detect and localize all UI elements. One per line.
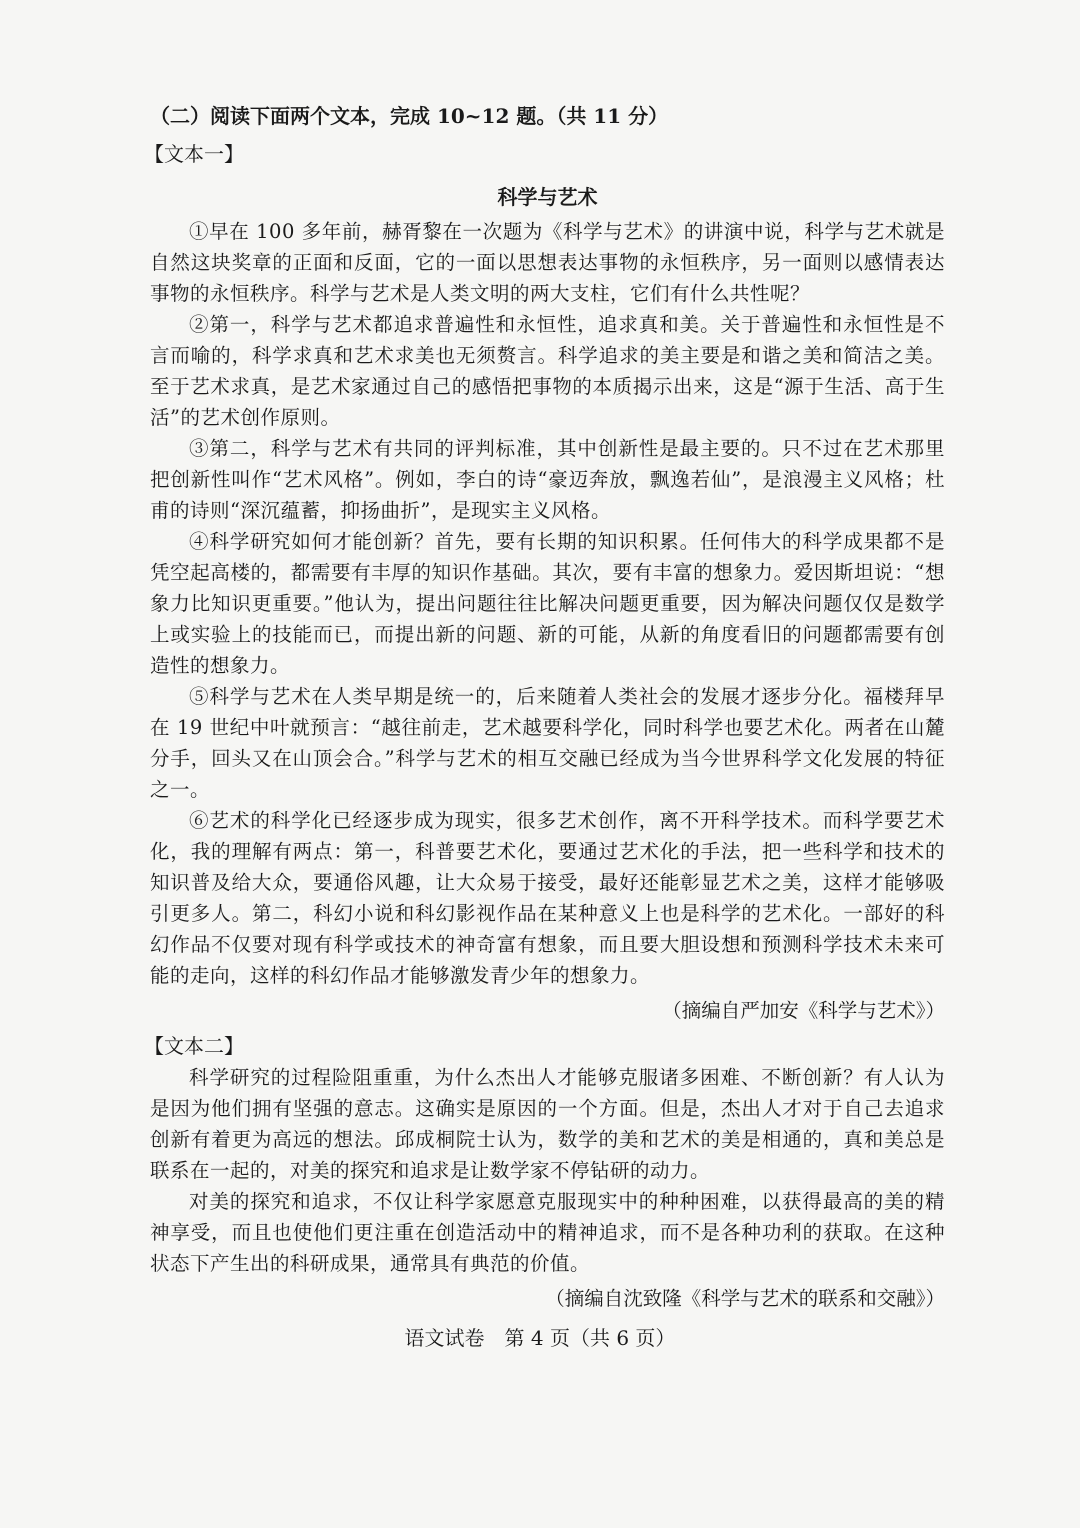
text2-paragraph-2: 对美的探究和追求，不仅让科学家愿意克服现实中的种种困难，以获得最高的美的精神享受，而且也使他们更注重在创造活动中的精神追求，而不是各种功利的获取。在这种状态下产生出的科研成果，通常具有典范的价值。: [150, 1190, 945, 1275]
page-footer: 语文试卷 第 4 页（共 6 页）: [404, 1326, 676, 1350]
text2-source: （摘编自沈致隆《科学与艺术的联系和交融》）: [545, 1287, 945, 1310]
text1-source: （摘编自严加安《科学与艺术》）: [662, 999, 945, 1022]
text1-paragraph-5: ⑤科学与艺术在人类早期是统一的，后来随着人类社会的发展才逐步分化。福楼拜早在 19 世纪中叶就预言：“越往前走，艺术越要科学化，同时科学也要艺术化。两者在山麓分手，回头又在山顶会合。”科学与艺术的相互交融已经成为当今世界科学文化发展的特征之一。: [150, 685, 945, 801]
text2-paragraph-1: 科学研究的过程险阻重重，为什么杰出人才能够克服诸多困难、不断创新？有人认为是因为他们拥有坚强的意志。这确实是原因的一个方面。但是，杰出人才对于自己去追求创新有着更为高远的想法。邱成桐院士认为，数学的美和艺术的美是相通的，真和美总是联系在一起的，对美的探究和追求是让数学家不停钻研的动力。: [150, 1066, 945, 1182]
text1-paragraph-6: ⑥艺术的科学化已经逐步成为现实，很多艺术创作，离不开科学技术。而科学要艺术化，我的理解有两点：第一，科普要艺术化，要通过艺术化的手法，把一些科学和技术的知识普及给大众，要通俗风趣，让大众易于接受，最好还能彰显艺术之美，这样才能够吸引更多人。第二，科幻小说和科幻影视作品在某种意义上也是科学的艺术化。一部好的科幻作品不仅要对现有科学或技术的神奇富有想象，而且要大胆设想和预测科学技术未来可能的走向，这样的科幻作品才能够激发青少年的想象力。: [150, 809, 945, 987]
question-instruction: （二）阅读下面两个文本，完成 10~12 题。（共 11 分）: [150, 104, 669, 128]
text1-label: 【文本一】: [144, 142, 244, 166]
text1-paragraph-1: ①早在 100 多年前，赫胥黎在一次题为《科学与艺术》的讲演中说，科学与艺术就是自然这块奖章的正面和反面，它的一面以思想表达事物的永恒秩序，另一面则以感情表达事物的永恒秩序。科学与艺术是人类文明的两大支柱，它们有什么共性呢？: [150, 220, 945, 305]
text2-label: 【文本二】: [144, 1034, 244, 1058]
exam-page: [144, 100, 945, 1318]
text1-paragraph-2: ②第一，科学与艺术都追求普遍性和永恒性，追求真和美。关于普遍性和永恒性是不言而喻的，科学求真和艺术求美也无须赘言。科学追求的美主要是和谐之美和简洁之美。至于艺术求真，是艺术家通过自己的感悟把事物的本质揭示出来，这是“源于生活、高于生活”的艺术创作原则。: [150, 313, 945, 429]
article-title: 科学与艺术: [497, 185, 598, 209]
text1-paragraph-4: ④科学研究如何才能创新？首先，要有长期的知识积累。任何伟大的科学成果都不是凭空起高楼的，都需要有丰厚的知识作基础。其次，要有丰富的想象力。爱因斯坦说：“想象力比知识更重要。”他认为，提出问题往往比解决问题更重要，因为解决问题仅仅是数学上或实验上的技能而已，而提出新的问题、新的可能，从新的角度看旧的问题都需要有创造性的想象力。: [150, 530, 945, 677]
text1-paragraph-3: ③第二，科学与艺术有共同的评判标准，其中创新性是最主要的。只不过在艺术那里把创新性叫作“艺术风格”。例如，李白的诗“豪迈奔放，飘逸若仙”，是浪漫主义风格；杜甫的诗则“深沉蕴蓄，抑扬曲折”，是现实主义风格。: [150, 437, 945, 522]
